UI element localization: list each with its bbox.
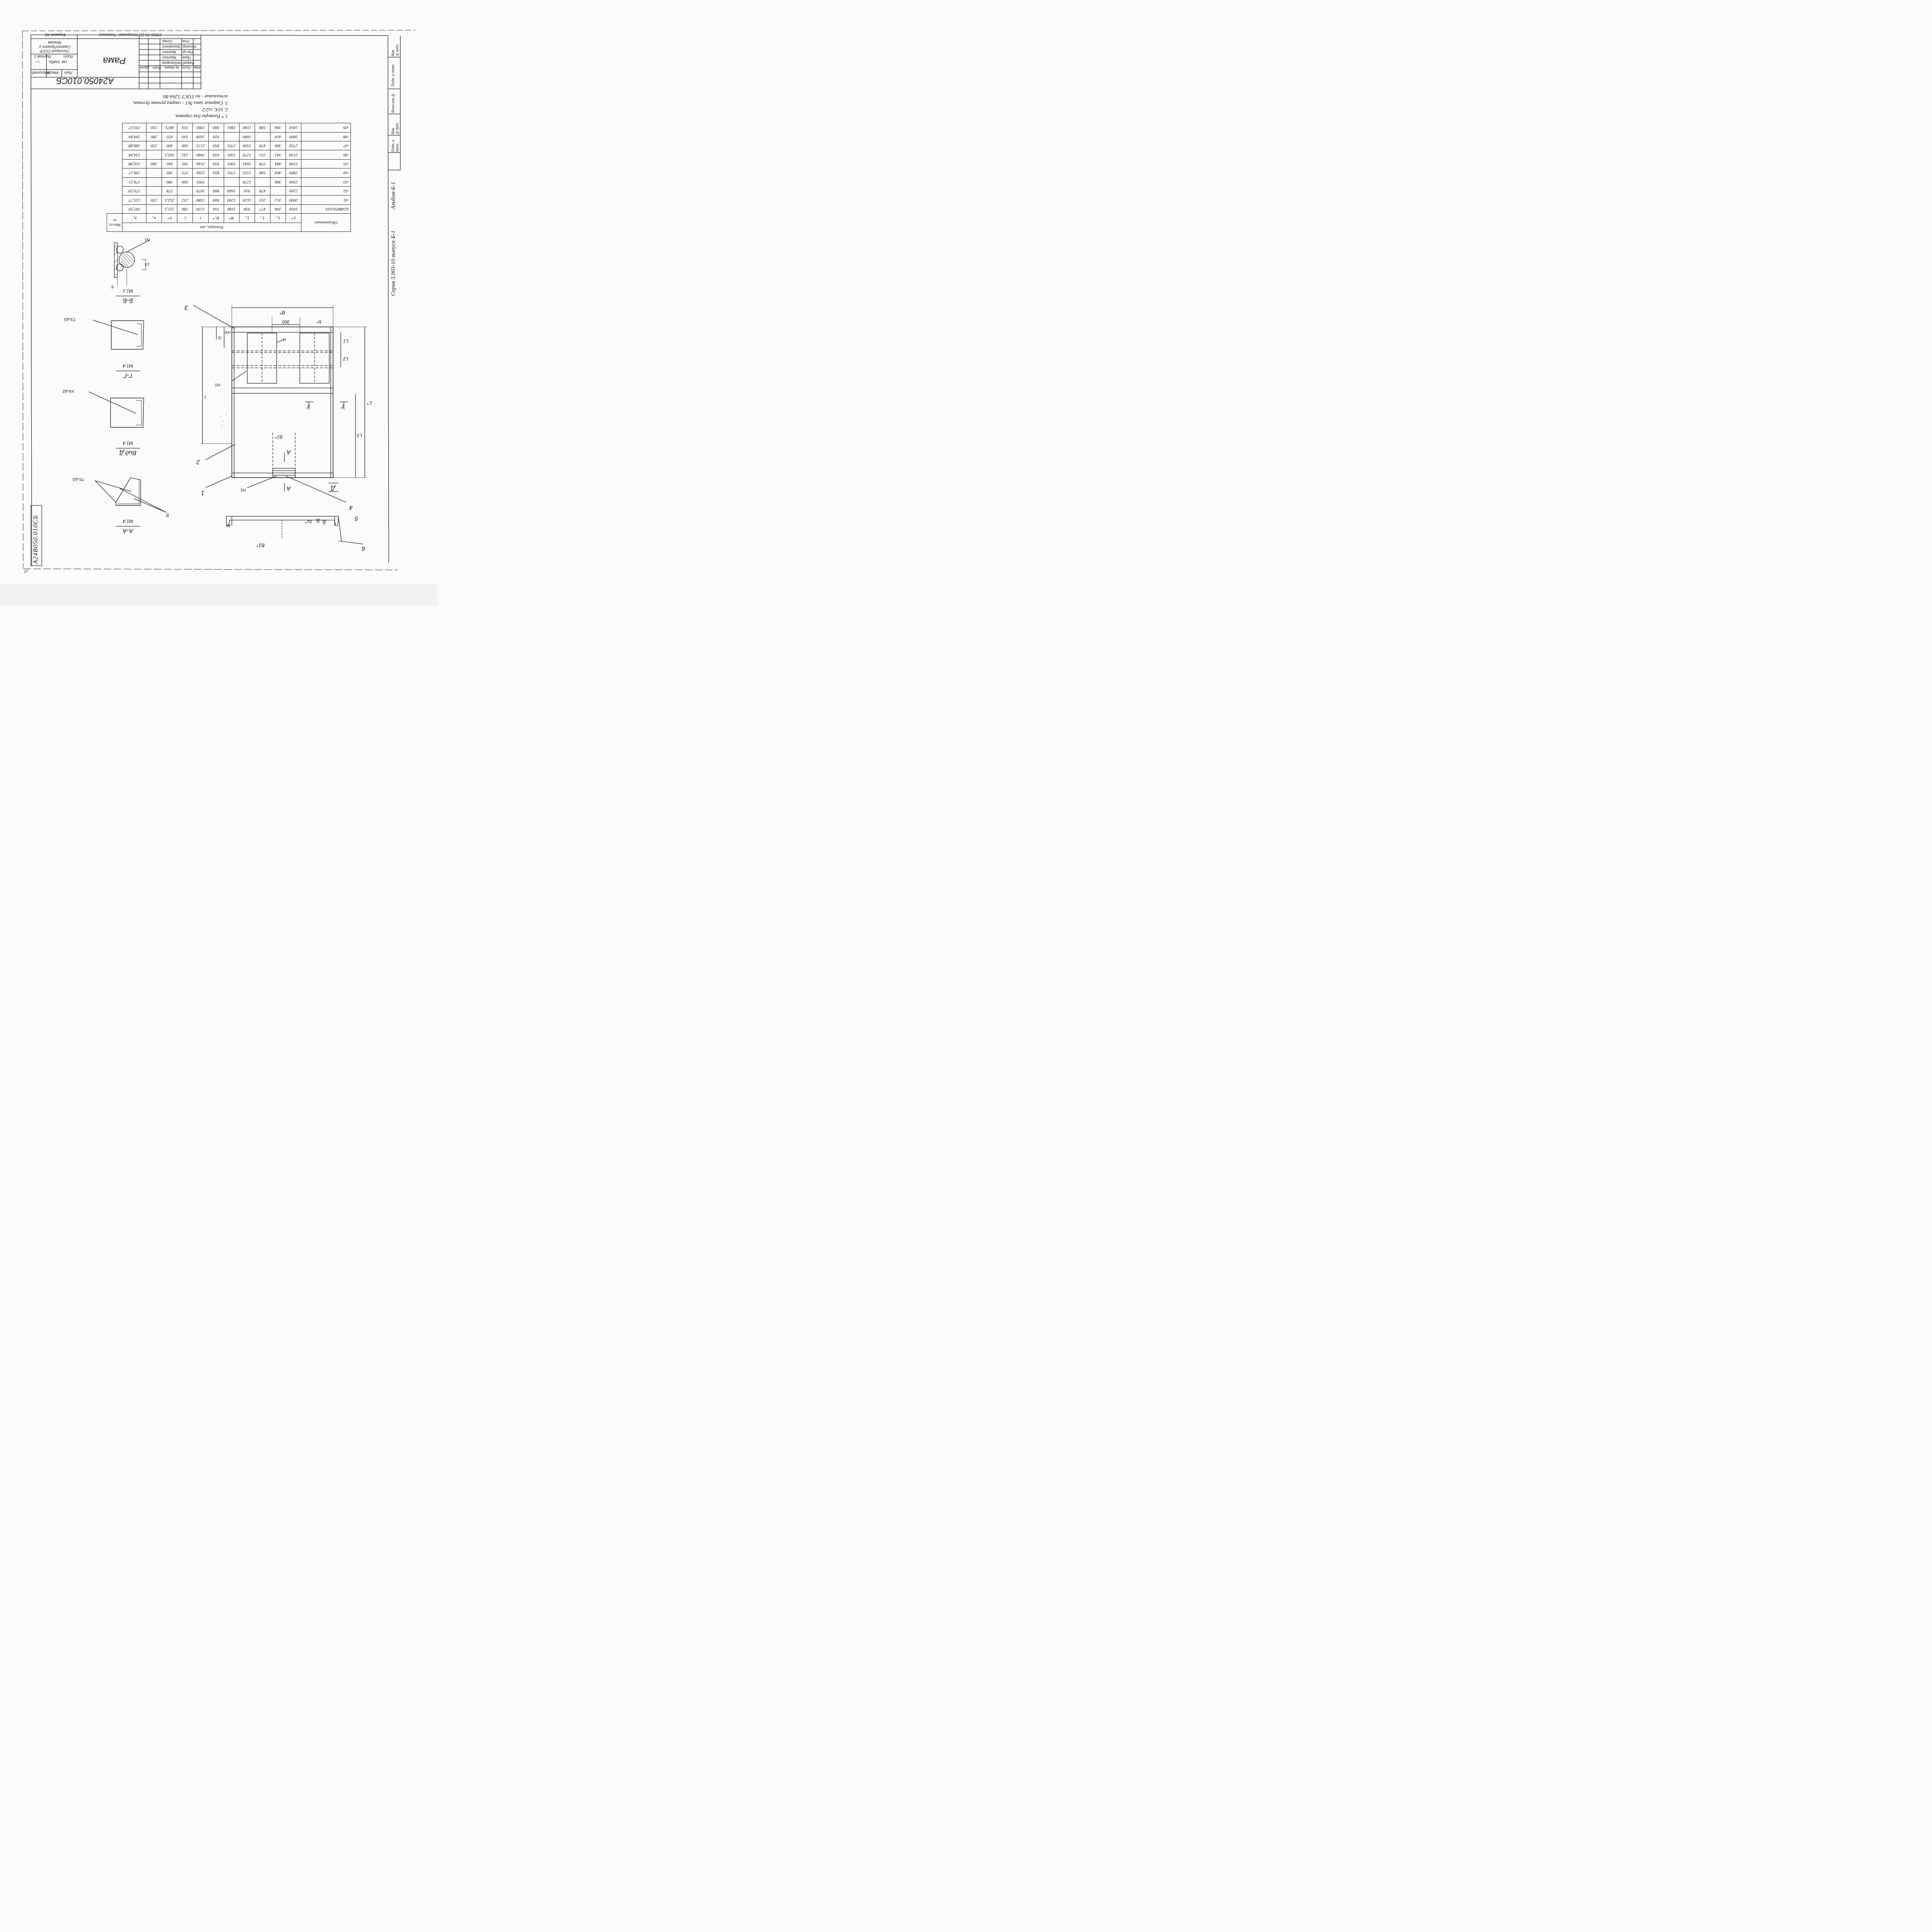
cell-value: 1701 <box>224 168 239 177</box>
mass-value: — <box>36 60 40 64</box>
cell-value: 1100 <box>224 204 239 213</box>
cell-value <box>146 168 162 177</box>
cell-value: 1270 <box>239 150 255 159</box>
format-label: Формат А2 <box>45 32 66 37</box>
section-g-mark: Г <box>306 403 309 410</box>
cell-designation: -04 <box>301 168 351 177</box>
cell-value: 484 <box>270 159 286 168</box>
cell-value: 910 <box>239 186 255 195</box>
cell-value <box>270 186 286 195</box>
cell-value <box>177 186 193 195</box>
note-1: 1.* Размеры для справок. <box>174 114 228 119</box>
cell-value: 464 <box>270 168 286 177</box>
dim-l2: L2 <box>343 356 349 362</box>
cell-value: 3100 <box>286 159 301 168</box>
dim-40: 40 <box>226 523 231 527</box>
role-doc: № докум. <box>164 66 179 70</box>
cell-value: 204,86 <box>122 132 146 141</box>
cell-value: 478 <box>255 141 270 150</box>
cell-value: 900 <box>208 123 224 133</box>
cell-value: 300 <box>177 141 193 150</box>
view-d-arrow: Д <box>331 485 335 492</box>
view-aa-weld: Т5-Δ5 <box>73 477 84 481</box>
cell-value: 125,77 <box>122 196 146 204</box>
cell-value: 950 <box>208 159 224 168</box>
weld-h1-b: Н1 <box>240 488 246 492</box>
table-row <box>107 196 351 204</box>
section-g-mark-2: Г <box>341 403 344 410</box>
cell-value: 266 <box>270 204 286 213</box>
table-row <box>107 150 351 159</box>
section-a-bottom: А <box>287 485 291 492</box>
cell-designation: -01 <box>301 196 351 204</box>
cell-value: 600 <box>208 196 224 204</box>
note-4: остальные - по ГОСТ 5264-80. <box>162 94 228 100</box>
table-row <box>107 177 351 186</box>
dim-l3: L3 <box>357 433 362 438</box>
weld-h: Н <box>283 337 286 342</box>
cell-value: 193,57 <box>122 123 146 133</box>
weld-h1-a: Н1 <box>215 383 221 387</box>
section-b-mark-2: Б <box>316 518 320 524</box>
cell-value: 550 <box>208 204 224 213</box>
col-mass: Масса <box>47 70 59 75</box>
th-designation: Обозначение <box>301 214 351 232</box>
cell-value: 107,93 <box>122 204 146 213</box>
cell-value: 477 <box>255 204 270 213</box>
table-row <box>107 186 351 195</box>
cell-value <box>255 132 270 141</box>
view-d-weld: У4-Δ5 <box>63 389 75 393</box>
cell-value: 170,59 <box>122 186 146 195</box>
cell-designation: А24В050.010 <box>301 204 351 213</box>
cell-value: 2150 <box>286 150 301 159</box>
view-bb-scale: М1:1 <box>122 288 133 294</box>
cell-value: 400 <box>162 141 177 150</box>
cell-value: 280 <box>146 159 162 168</box>
view-gg-weld: Т3-Δ5 <box>64 317 76 321</box>
cell-value: 1600 <box>224 186 239 195</box>
view-bb-weld: N1 <box>145 237 150 242</box>
dim-300: 300 <box>282 319 290 325</box>
th-col: l <box>193 214 208 223</box>
cell-value: 300 <box>177 177 193 186</box>
doc-code: А24050.010СБ <box>56 76 114 86</box>
view-aa-pos: 5 <box>166 512 169 519</box>
cell-value: 1500 <box>239 141 255 150</box>
cell-value: 578 <box>255 159 270 168</box>
person-name: Фролкин <box>162 56 177 60</box>
roles-header <box>140 66 200 70</box>
cell-value: 416 <box>270 132 286 141</box>
cell-value: 1180 <box>239 123 255 133</box>
cell-value: 252,5 <box>162 196 177 204</box>
table-row <box>107 204 351 213</box>
cell-value: 386 <box>270 177 286 186</box>
person-name: Скляр <box>162 39 172 43</box>
view-aa-title: А-А <box>122 527 133 534</box>
cell-value: 188,88 <box>122 141 146 150</box>
person-role: Н.контр. <box>182 45 197 49</box>
stamp-podp-data-2: Подп. и дата <box>391 139 400 152</box>
cell-value: 1535 <box>239 168 255 177</box>
cell-value: 1270 <box>239 177 255 186</box>
cell-value: 2172 <box>193 141 208 150</box>
section-a-top: А <box>287 449 291 455</box>
cell-value: 2438 <box>193 132 208 141</box>
cell-value: 230 <box>146 123 162 133</box>
th-col: L₁ <box>270 214 286 223</box>
sheet-label: Лист <box>63 54 73 58</box>
view-d-title: Вид Д <box>119 449 137 456</box>
notes <box>66 92 228 120</box>
cell-value: 1650 <box>286 204 301 213</box>
cell-value: 1120 <box>239 196 255 204</box>
cell-value: 310 <box>177 123 193 133</box>
cell-value <box>255 177 270 186</box>
cell-value: 176,21 <box>122 177 146 186</box>
note-3: 3. Сварные швы №1 - сварка ручная дуговая, <box>132 100 228 106</box>
cell-value <box>146 177 162 186</box>
cell-value: 1840 <box>193 150 208 159</box>
dimensions-table <box>107 123 351 232</box>
cell-value: 230 <box>146 141 162 150</box>
dim-l-star: L* <box>367 400 372 406</box>
stamp-podp-data: Подп. и дата <box>391 64 395 87</box>
cell-value: 850 <box>208 168 224 177</box>
cell-value: 650 <box>208 150 224 159</box>
cell-value <box>146 150 162 159</box>
cell-value: 920 <box>208 132 224 141</box>
pos-4: 4 <box>349 504 353 511</box>
view-bb-title: Б-Б <box>122 297 133 304</box>
role-sign: Подп. <box>151 66 161 70</box>
table-row <box>107 141 351 150</box>
cell-value: 312 <box>270 196 286 204</box>
cell-value: 445 <box>162 159 177 168</box>
cell-value: 1230 <box>193 204 208 213</box>
pos-5: 5 <box>355 515 358 522</box>
cell-value: 280 <box>146 132 162 141</box>
person-name: Уриковский <box>162 45 181 49</box>
cell-designation: -07 <box>301 141 351 150</box>
table-row <box>107 132 351 141</box>
view-aa-scale: М1:4 <box>122 519 133 524</box>
cell-designation: -08 <box>301 132 351 141</box>
scan-margin <box>0 584 438 606</box>
cell-value: 1992 <box>193 177 208 186</box>
cell-value: 380 <box>162 177 177 186</box>
person-role: Рук.гр. <box>182 50 193 54</box>
cell-value: 302,5 <box>162 150 177 159</box>
cell-value: 938 <box>239 204 255 213</box>
view-bb-dim-6: 6 <box>111 284 114 289</box>
stamp-inv-dubl: Инв.№дубл. <box>391 122 400 134</box>
cell-value: 253 <box>255 196 270 204</box>
cell-value <box>146 204 162 213</box>
cell-designation: -03 <box>301 177 351 186</box>
th-col: l₁ <box>177 214 193 223</box>
cell-value: 230 <box>146 196 162 204</box>
cell-value: 216,98 <box>122 159 146 168</box>
cell-value <box>224 132 239 141</box>
dim-b-star: B* <box>280 310 285 316</box>
organization: Госстрой СССР СантехПроект г. Москва <box>38 40 71 53</box>
cell-value: 800 <box>208 186 224 195</box>
part-name: Рама <box>103 55 126 66</box>
cell-value: 2750 <box>286 141 301 150</box>
person-role: Разраб. <box>182 61 194 65</box>
th-col: B₁* <box>208 214 224 223</box>
col-lit: Лит. <box>63 70 73 75</box>
cell-value: 1670 <box>193 186 208 195</box>
bottom-doc-stamp: А24В050.010СБ <box>32 515 39 564</box>
th-col: L* <box>286 214 301 223</box>
section-b-mark: Б <box>322 519 326 526</box>
dim-b1-star: B1* <box>275 434 283 440</box>
scale-value: см. табл. <box>48 60 67 64</box>
view-d-scale: М1:4 <box>122 440 133 446</box>
role-date: Дата <box>140 66 149 70</box>
table-row <box>107 123 351 133</box>
dim-b1-small: b1* <box>305 519 312 524</box>
note-2: 2. h14, ±t2/2 <box>202 107 228 113</box>
cell-value: 2544 <box>193 159 208 168</box>
cell-value <box>208 177 224 186</box>
cell-designation: -09 <box>301 123 351 133</box>
cell-value: 1801 <box>224 123 239 133</box>
cell-value: 134,96 <box>122 150 146 159</box>
dim-h6: H/6 <box>225 330 231 334</box>
dim-l-small: l <box>205 394 206 400</box>
cell-value: 508 <box>255 168 270 177</box>
cell-value: 232 <box>177 150 193 159</box>
cell-value: 253 <box>255 150 270 159</box>
cell-value: 395 <box>177 159 193 168</box>
view-bb-dim-13: 13 <box>145 262 150 266</box>
cell-value: 508 <box>255 123 270 133</box>
cell-value: 1200 <box>224 196 239 204</box>
cell-value: 222,5 <box>162 204 177 213</box>
cell-value: 386 <box>270 141 286 150</box>
cell-value <box>146 186 162 195</box>
person-role: Пров. <box>182 56 191 60</box>
copy-footer: 23056-09 (23 Копировал: Ткаченко) <box>99 32 162 37</box>
series-label: Серия 5.903-10 выпуск Б-1 <box>390 230 396 296</box>
cell-value: 4675 <box>162 123 177 133</box>
th-col: L₂ <box>255 214 270 223</box>
th-col: b₁ <box>146 214 162 223</box>
pos-6: 6 <box>362 545 365 552</box>
pos-1: 1 <box>201 490 204 496</box>
cell-value: 330 <box>177 132 193 141</box>
cell-value: 435 <box>162 132 177 141</box>
drawing-linework <box>0 0 438 606</box>
dim-b-small: b* <box>317 319 321 325</box>
cell-value: 2450 <box>286 123 301 133</box>
drawing-sheet <box>0 0 438 606</box>
cell-value: 1645 <box>239 159 255 168</box>
pos-2: 2 <box>196 459 200 465</box>
cell-value: 2266 <box>193 168 208 177</box>
cell-value: 378 <box>162 186 177 195</box>
sheets-label: Листов 1 <box>34 54 51 58</box>
cell-value: 342 <box>270 150 286 159</box>
person-role: Утв. <box>182 39 190 43</box>
cell-value: 186 <box>177 204 193 213</box>
page-number: 27 <box>24 570 29 574</box>
role-list: Лист <box>182 66 191 70</box>
dim-l1: L1 <box>343 338 349 344</box>
cell-value: 196,17 <box>122 168 146 177</box>
role-izm: Изм <box>194 66 200 70</box>
cell-value: 232 <box>177 196 193 204</box>
cell-value: 850 <box>208 141 224 150</box>
cell-value: 2200 <box>286 186 301 195</box>
cell-value: 1992 <box>193 123 208 133</box>
th-col: b* <box>162 214 177 223</box>
th-col: B* <box>224 214 239 223</box>
th-col: L₃ <box>239 214 255 223</box>
cell-value: 1680 <box>239 132 255 141</box>
cell-value: 396 <box>270 123 286 133</box>
table-row <box>107 159 351 168</box>
cell-value <box>224 177 239 186</box>
th-mass: Масса, кг <box>107 214 122 232</box>
cell-value: 375 <box>177 168 193 177</box>
cell-value: 1901 <box>224 159 239 168</box>
person-name: Чебоксаров <box>162 61 182 65</box>
cell-value: 2900 <box>286 168 301 177</box>
view-gg-scale: М1:4 <box>122 363 133 369</box>
cell-value: 1580 <box>193 196 208 204</box>
cell-value: 1301 <box>224 150 239 159</box>
dim-b1-bottom: B1* <box>257 543 265 548</box>
stamp-vzam-inv: Взам.инв.№ <box>391 93 395 113</box>
view-gg-title: Г-Г <box>123 372 133 379</box>
cell-designation: -06 <box>301 150 351 159</box>
table-row <box>107 168 351 177</box>
col-scale: Масштаб <box>32 70 50 75</box>
cell-value: 385 <box>162 168 177 177</box>
cell-designation: -02 <box>301 186 351 195</box>
person-name: Вралкин <box>162 50 176 54</box>
stamp-inv-podl: Инв.№подл. <box>391 44 400 56</box>
th-col: b₁' <box>122 214 146 223</box>
album-label: Альбом Б-1 <box>390 182 396 209</box>
cell-value: 478 <box>255 186 270 195</box>
cell-value: 2000 <box>286 196 301 204</box>
pos-3: 3 <box>185 304 188 311</box>
cell-value: 3000 <box>286 132 301 141</box>
cell-value: 2500 <box>286 177 301 186</box>
cell-value: 1701 <box>224 141 239 150</box>
dim-l1-small: l1 <box>218 335 221 340</box>
cell-designation: -05 <box>301 159 351 168</box>
th-sizes: Размеры, мм <box>122 223 301 231</box>
